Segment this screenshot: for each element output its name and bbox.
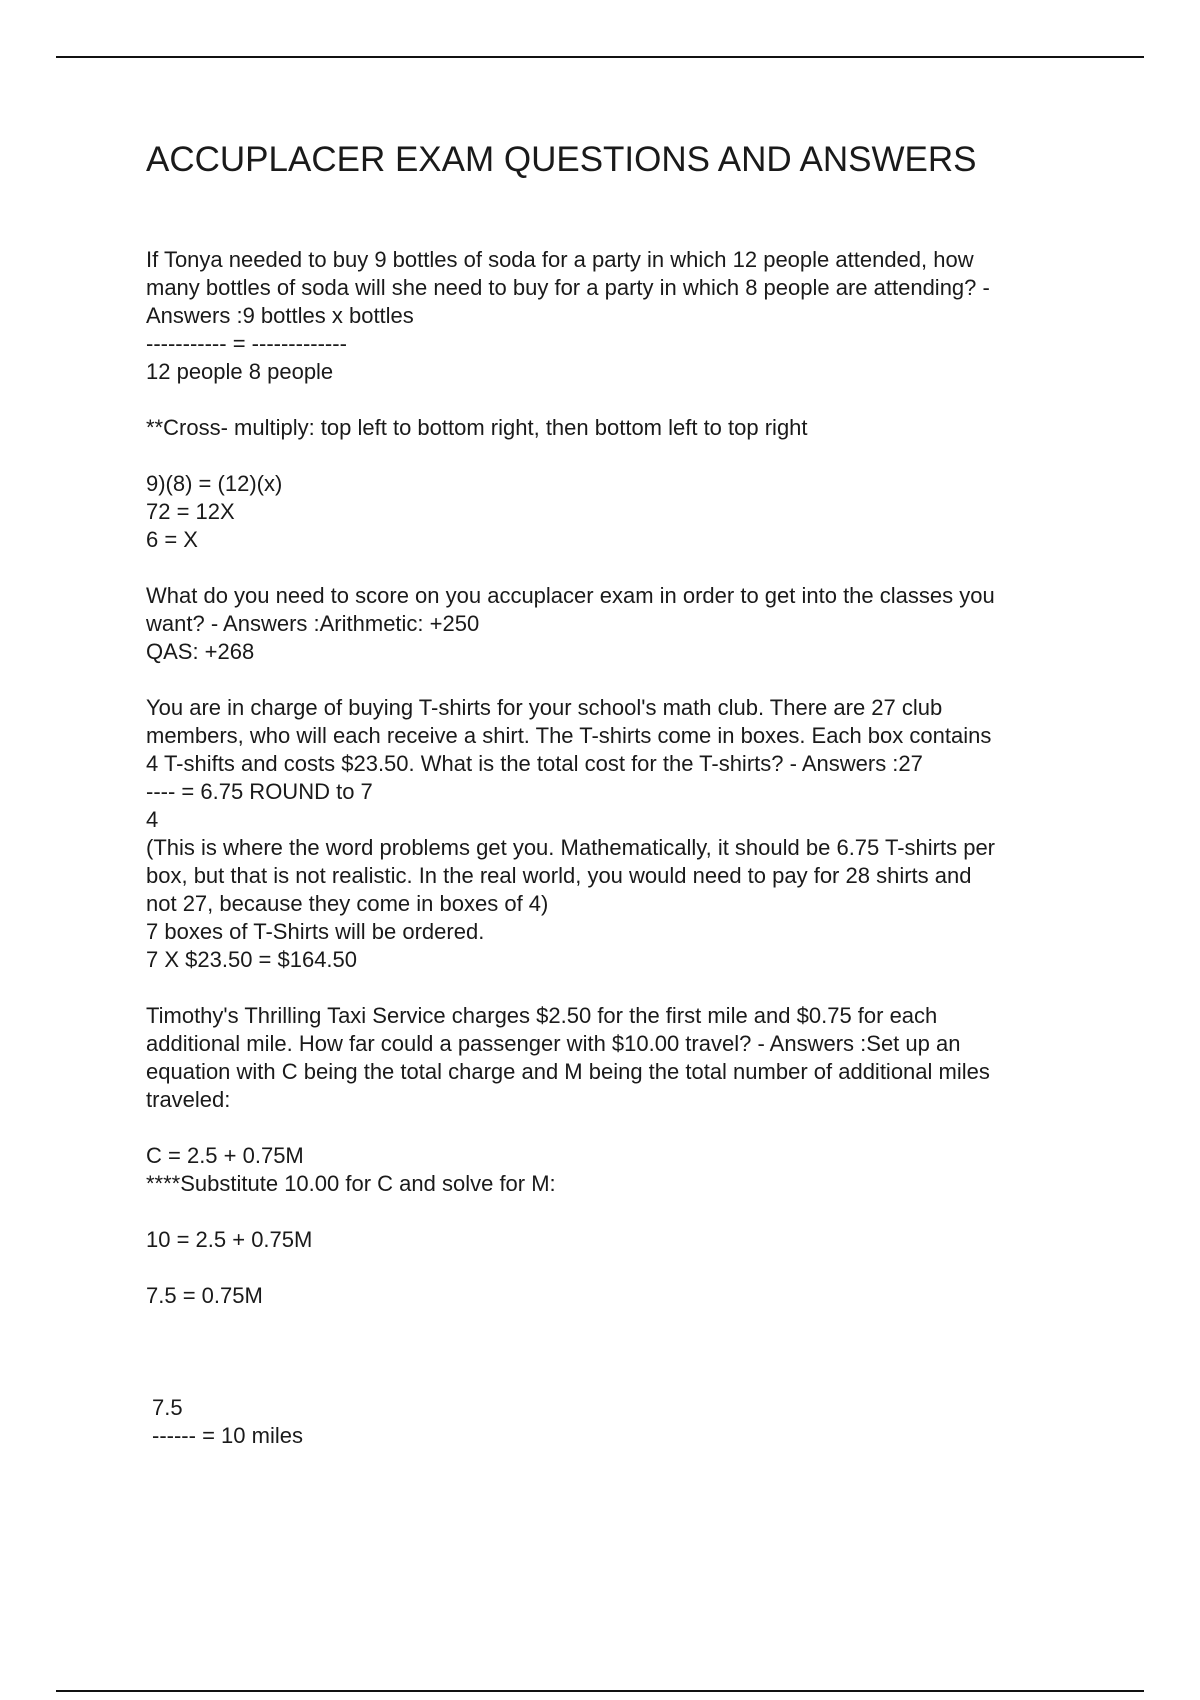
q3-line-2: members, who will each receive a shirt. The T-shirts come in boxes. Each box contains <box>146 723 992 748</box>
q3-line-3: 4 T-shifts and costs $23.50. What is the total cost for the T-shirts? - Answers :27 <box>146 751 923 776</box>
q4-step-2: 7.5 = 0.75M <box>146 1283 263 1308</box>
spacer <box>146 386 1096 414</box>
question-4 <box>146 1002 1096 1450</box>
spacer <box>146 1198 1096 1226</box>
question-1 <box>146 246 1096 554</box>
q3-line-7: box, but that is not realistic. In the real world, you would need to pay for 28 shirts and <box>146 863 972 888</box>
q4-step-1: 10 = 2.5 + 0.75M <box>146 1227 313 1252</box>
q4-substitute: ****Substitute 10.00 for C and solve for M: <box>146 1171 556 1196</box>
q3-line-5: 4 <box>146 807 159 832</box>
q4-equation: C = 2.5 + 0.75M <box>146 1143 304 1168</box>
spacer <box>146 1254 1096 1282</box>
spacer <box>146 442 1096 470</box>
q3-line-8: not 27, because they come in boxes of 4) <box>146 891 549 916</box>
q1-line-2: many bottles of soda will she need to buy for a party in which 8 people are attending? - <box>146 275 990 300</box>
q3-line-4: ---- = 6.75 ROUND to 7 <box>146 779 373 804</box>
q4-fraction-result: ------ = 10 miles <box>152 1423 303 1448</box>
q1-work-3: 6 = X <box>146 527 198 552</box>
q2-line-1: What do you need to score on you accuplacer exam in order to get into the classes you <box>146 583 995 608</box>
document-body <box>146 140 1096 1450</box>
question-3 <box>146 694 1096 974</box>
q4-line-1: Timothy's Thrilling Taxi Service charges $2.50 for the first mile and $0.75 for each <box>146 1003 938 1028</box>
spacer <box>146 1114 1096 1142</box>
q4-fraction-top: 7.5 <box>152 1395 183 1420</box>
q1-line-3: Answers :9 bottles x bottles <box>146 303 414 328</box>
q2-line-3: QAS: +268 <box>146 639 255 664</box>
spacer <box>146 554 1096 582</box>
q3-line-10: 7 X $23.50 = $164.50 <box>146 947 358 972</box>
spacer <box>146 1310 1096 1394</box>
q3-line-6: (This is where the word problems get you. Mathematically, it should be 6.75 T-shirts per <box>146 835 996 860</box>
q4-line-2: additional mile. How far could a passenger with $10.00 travel? - Answers :Set up an <box>146 1031 961 1056</box>
q1-work-2: 72 = 12X <box>146 499 235 524</box>
q4-line-4: traveled: <box>146 1087 231 1112</box>
q3-line-9: 7 boxes of T-Shirts will be ordered. <box>146 919 485 944</box>
q3-line-1: You are in charge of buying T-shirts for your school's math club. There are 27 club <box>146 695 943 720</box>
q2-line-2: want? - Answers :Arithmetic: +250 <box>146 611 480 636</box>
q4-line-3: equation with C being the total charge and M being the total number of additional miles <box>146 1059 990 1084</box>
top-rule <box>56 56 1144 58</box>
bottom-rule <box>56 1690 1144 1692</box>
spacer <box>146 666 1096 694</box>
page-title: ACCUPLACER EXAM QUESTIONS AND ANSWERS <box>146 140 977 179</box>
q1-line-5: 12 people 8 people <box>146 359 334 384</box>
question-2 <box>146 582 1096 666</box>
q1-line-4: ----------- = ------------- <box>146 331 347 356</box>
q1-work-1: 9)(8) = (12)(x) <box>146 471 283 496</box>
q1-line-1: If Tonya needed to buy 9 bottles of soda for a party in which 12 people attended, how <box>146 247 974 272</box>
spacer <box>146 974 1096 1002</box>
q1-note: **Cross- multiply: top left to bottom right, then bottom left to top right <box>146 415 808 440</box>
